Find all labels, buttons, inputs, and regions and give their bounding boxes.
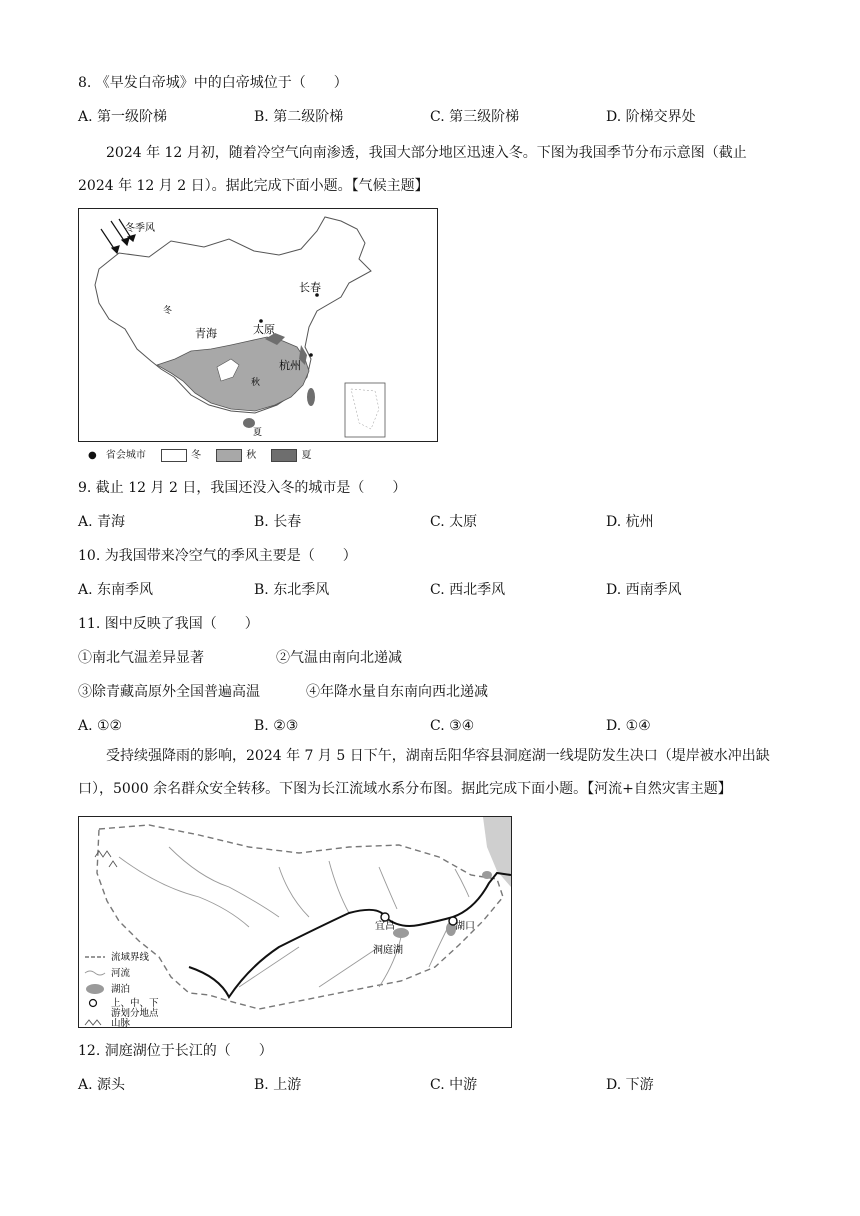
q9-option-d: D. 杭州 bbox=[606, 514, 654, 530]
passage-river: 受持续强降雨的影响，2024 年 7 月 5 日下午，湖南岳阳华容县洞庭湖一线堤防发生决口（堤岸被水冲出缺口），5000 余名群众安全转移。下图为长江流域水系分布图。据此完成下面小题。【河流+自然灾害主题】 bbox=[78, 748, 770, 797]
legend-boundary: 流域界线 bbox=[111, 952, 150, 963]
legend-division-1: 上、中、下 bbox=[111, 998, 159, 1009]
legend-mountain: 山脉 bbox=[111, 1018, 131, 1027]
taiyuan-label: 太原 bbox=[253, 323, 275, 336]
yichang-label: 宜昌 bbox=[375, 921, 395, 932]
hangzhou-dot bbox=[309, 353, 313, 357]
legend-autumn-swatch bbox=[216, 449, 242, 462]
passage-climate: 2024 年 12 月初，随着冷空气向南渗透，我国大部分地区迅速入冬。下图为我国季节分布示意图（截止 2024 年 12 月 2 日）。据此完成下面小题。【气候主题】 bbox=[78, 145, 747, 194]
monsoon-label: 冬季风 bbox=[125, 223, 155, 234]
q9-option-b: B. 长春 bbox=[254, 514, 302, 530]
legend-autumn-label: 秋 bbox=[246, 450, 257, 461]
yangtze-map-svg bbox=[79, 817, 511, 1027]
legend-city-label: 省会城市 bbox=[105, 450, 146, 461]
q8-option-c: C. 第三级阶梯 bbox=[430, 109, 520, 125]
question-8-stem: 8. 《早发白帝城》中的白帝城位于（ ） bbox=[78, 75, 348, 91]
yichang-point bbox=[381, 913, 389, 921]
question-9-stem: 9. 截止 12 月 2 日，我国还没入冬的城市是（ ） bbox=[78, 480, 407, 496]
question-12-stem: 12. 洞庭湖位于长江的（ ） bbox=[78, 1043, 273, 1059]
legend-lake: 湖泊 bbox=[111, 984, 131, 995]
q10-option-b: B. 东北季风 bbox=[254, 582, 330, 598]
changchun-label: 长春 bbox=[299, 281, 321, 294]
legend-winter-swatch bbox=[161, 449, 187, 462]
legend-summer-label: 夏 bbox=[301, 450, 312, 461]
q11-option-b: B. ②③ bbox=[254, 718, 299, 734]
q11-option-d: D. ①④ bbox=[606, 718, 651, 734]
winter-label: 冬 bbox=[163, 306, 173, 316]
q10-option-c: C. 西北季风 bbox=[430, 582, 506, 598]
q11-statement-1: ①南北气温差异显著 bbox=[78, 650, 204, 666]
q9-option-a: A. 青海 bbox=[78, 514, 126, 530]
q10-option-d: D. 西南季风 bbox=[606, 582, 682, 598]
yangtze-map bbox=[78, 816, 512, 1028]
legend-river: 河流 bbox=[111, 968, 131, 979]
season-map bbox=[78, 208, 438, 442]
hukou-label: 湖口 bbox=[455, 921, 475, 932]
q11-option-a: A. ①② bbox=[78, 718, 123, 734]
qinghai-label: 青海 bbox=[195, 327, 217, 340]
q8-option-d: D. 阶梯交界处 bbox=[606, 109, 696, 125]
hangzhou-label: 杭州 bbox=[279, 359, 301, 372]
q8-option-a: A. 第一级阶梯 bbox=[78, 109, 168, 125]
question-11-stem: 11. 图中反映了我国（ ） bbox=[78, 616, 259, 632]
q12-option-d: D. 下游 bbox=[606, 1077, 654, 1093]
q11-statement-3: ③除青藏高原外全国普遍高温 bbox=[78, 684, 260, 700]
q11-statement-4: ④年降水量自东南向西北递减 bbox=[306, 684, 488, 700]
summer-label: 夏 bbox=[253, 428, 263, 438]
q11-statement-2: ②气温由南向北递减 bbox=[276, 650, 402, 666]
q10-option-a: A. 东南季风 bbox=[78, 582, 154, 598]
season-map-legend bbox=[88, 446, 311, 462]
autumn-label: 秋 bbox=[251, 378, 261, 388]
summer-hainan bbox=[243, 418, 255, 428]
q9-option-c: C. 太原 bbox=[430, 514, 478, 530]
taihu-shape bbox=[482, 871, 492, 879]
q11-option-c: C. ③④ bbox=[430, 718, 475, 734]
q8-option-b: B. 第二级阶梯 bbox=[254, 109, 344, 125]
q12-option-a: A. 源头 bbox=[78, 1077, 126, 1093]
dongting-label: 洞庭湖 bbox=[373, 945, 403, 956]
season-map-svg bbox=[79, 209, 437, 441]
q12-option-b: B. 上游 bbox=[254, 1077, 302, 1093]
dongting-lake-shape bbox=[393, 928, 409, 938]
yangtze-legend bbox=[85, 951, 159, 1027]
tributaries bbox=[119, 847, 469, 987]
summer-taiwan bbox=[307, 388, 315, 406]
legend-city-dot: ● bbox=[88, 450, 97, 461]
legend-winter-label: 冬 bbox=[191, 450, 202, 461]
q12-option-c: C. 中游 bbox=[430, 1077, 478, 1093]
legend-summer-swatch bbox=[271, 449, 297, 462]
south-sea-inset bbox=[345, 383, 385, 437]
basin-boundary bbox=[97, 825, 503, 1009]
question-10-stem: 10. 为我国带来冷空气的季风主要是（ ） bbox=[78, 548, 357, 564]
legend-division-2: 游划分地点 bbox=[111, 1008, 159, 1019]
